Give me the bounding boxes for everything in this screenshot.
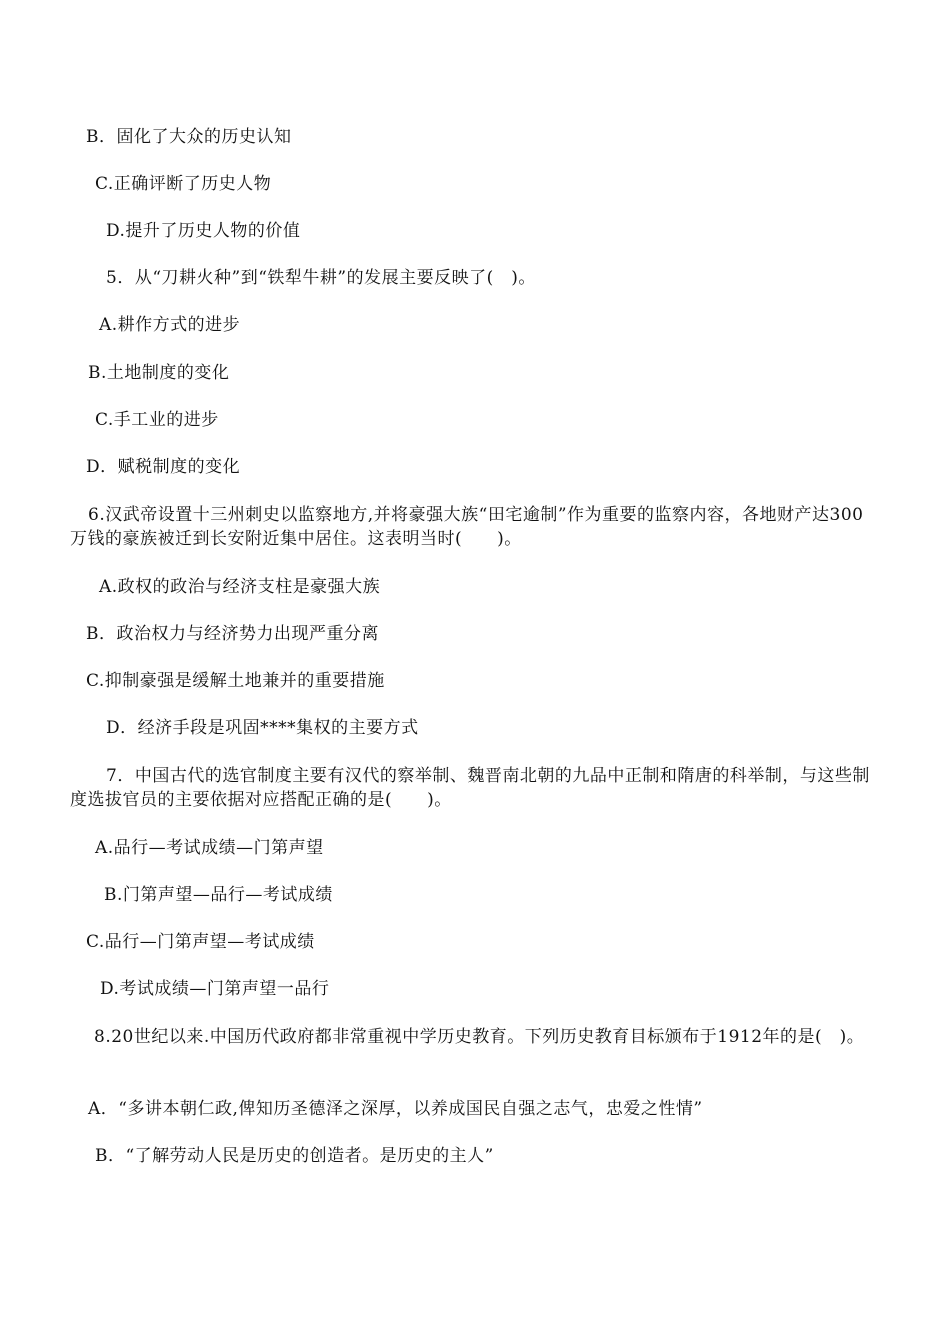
q5-option-c: C.手工业的进步 [95,410,219,430]
q6-option-c: C.抑制豪强是缓解土地兼并的重要措施 [86,671,385,691]
q7-option-b: B.门第声望—品行—考试成绩 [104,885,333,905]
question-6-text: 6.汉武帝设置十三州刺史以监察地方,并将豪强大族“田宅逾制”作为重要的监察内容，各地财产达300万钱的豪族被迁到长安附近集中居住。这表明当时( )。 [70,505,864,549]
question-7 [70,764,880,812]
q8-option-b: B．“了解劳动人民是历史的创造者。是历史的主人” [95,1146,494,1166]
question-7-text: 7．中国古代的选官制度主要有汉代的察举制、魏晋南北朝的九品中正制和隋唐的科举制，与这些制度选拔官员的主要依据对应搭配正确的是( )。 [70,766,870,810]
q4-option-b: B．固化了大众的历史认知 [86,127,292,147]
question-5: 5．从“刀耕火种”到“铁犁牛耕”的发展主要反映了( )。 [106,268,536,288]
q6-option-d: D．经济手段是巩固****集权的主要方式 [106,718,419,738]
question-8-text: 8.20世纪以来.中国历代政府都非常重视中学历史教育。下列历史教育目标颁布于1912年的是( )。 [94,1027,865,1047]
question-6 [70,503,880,551]
q5-option-b: B.土地制度的变化 [88,363,230,383]
question-8 [70,1025,880,1049]
q4-option-d: D.提升了历史人物的价值 [106,221,301,241]
q4-option-c: C.正确评断了历史人物 [95,174,272,194]
q5-option-d: D．赋税制度的变化 [86,457,241,477]
q7-option-c: C.品行—门第声望—考试成绩 [86,932,315,952]
q8-option-a: A．“多讲本朝仁政,俾知历圣德泽之深厚，以养成国民自强之志气，忠爱之性情” [88,1099,703,1119]
q7-option-d: D.考试成绩—门第声望一品行 [100,979,330,999]
q6-option-a: A.政权的政治与经济支柱是豪强大族 [99,577,381,597]
q6-option-b: B．政治权力与经济势力出现严重分离 [86,624,379,644]
q7-option-a: A.品行—考试成绩—门第声望 [95,838,324,858]
q5-option-a: A.耕作方式的进步 [99,315,241,335]
